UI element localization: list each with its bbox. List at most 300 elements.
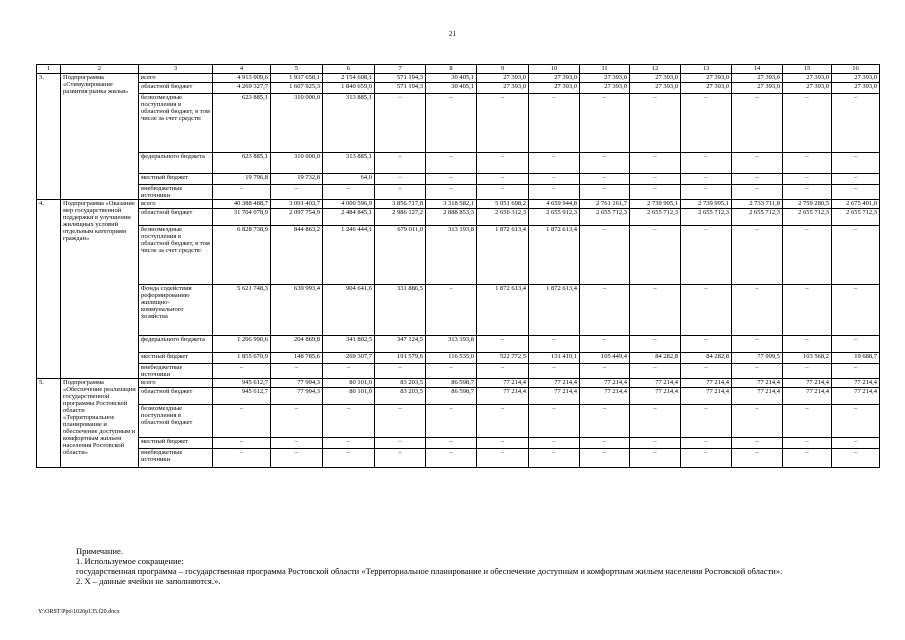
value-cell: 77 214,4 <box>732 379 783 388</box>
table-row <box>37 74 880 83</box>
header-cell: 7 <box>375 65 426 74</box>
header-cell: 15 <box>783 65 832 74</box>
value-cell: – <box>732 364 783 379</box>
value-cell: – <box>783 174 832 185</box>
value-cell: 5 621 748,3 <box>213 285 271 336</box>
value-cell: 844 863,2 <box>271 226 323 285</box>
value-cell: 2 656 312,3 <box>477 209 529 226</box>
table-row <box>37 209 880 226</box>
table-row <box>37 153 880 174</box>
value-cell: 1 872 613,4 <box>477 285 529 336</box>
value-cell: – <box>375 405 426 438</box>
value-cell: 77 994,3 <box>271 388 323 405</box>
value-cell: 1 872 613,4 <box>529 285 580 336</box>
value-cell: 269 307,7 <box>323 353 375 364</box>
header-cell: 5 <box>271 65 323 74</box>
value-cell: 84 282,8 <box>630 353 681 364</box>
value-cell: 2 733 711,8 <box>732 200 783 209</box>
value-cell: 27 393,0 <box>783 74 832 83</box>
value-cell: – <box>580 449 630 468</box>
value-cell: – <box>580 285 630 336</box>
value-cell: 623 885,1 <box>213 94 271 153</box>
value-cell: 77 214,4 <box>783 379 832 388</box>
value-cell: 2 986 127,2 <box>375 209 426 226</box>
table-row <box>37 285 880 336</box>
value-cell: 204 869,8 <box>271 336 323 353</box>
value-cell: 3 318 582,1 <box>426 200 477 209</box>
value-cell: 313 885,1 <box>323 94 375 153</box>
funding-source-label: безвозмездные поступления в областной бюджет, в том числе за счет средств: <box>139 226 213 285</box>
value-cell: – <box>426 285 477 336</box>
funding-source-label: областной бюджет <box>139 388 213 405</box>
value-cell: 103 568,2 <box>783 353 832 364</box>
value-cell: – <box>681 438 732 449</box>
value-cell: – <box>630 405 681 438</box>
value-cell: – <box>732 226 783 285</box>
value-cell: – <box>832 153 880 174</box>
value-cell: – <box>477 174 529 185</box>
value-cell: 80 101,0 <box>323 379 375 388</box>
value-cell: – <box>832 438 880 449</box>
value-cell: – <box>783 405 832 438</box>
value-cell: – <box>529 94 580 153</box>
funding-source-label: федерального бюджета <box>139 153 213 174</box>
value-cell: 2 655 712,3 <box>630 209 681 226</box>
value-cell: – <box>271 405 323 438</box>
value-cell: 77 214,4 <box>732 388 783 405</box>
value-cell: 77 214,4 <box>529 379 580 388</box>
section-number: 3. <box>37 74 61 200</box>
value-cell: 77 214,4 <box>630 379 681 388</box>
value-cell: 1 206 990,6 <box>213 336 271 353</box>
value-cell: – <box>832 449 880 468</box>
value-cell: – <box>580 364 630 379</box>
value-cell: – <box>732 336 783 353</box>
value-cell: – <box>529 185 580 200</box>
value-cell: 77 214,4 <box>832 379 880 388</box>
header-cell: 6 <box>323 65 375 74</box>
funding-source-label: внебюджетные источники <box>139 449 213 468</box>
value-cell: – <box>426 449 477 468</box>
value-cell: 2 655 712,3 <box>580 209 630 226</box>
value-cell: – <box>426 405 477 438</box>
value-cell: 310 000,0 <box>271 94 323 153</box>
header-cell: 14 <box>732 65 783 74</box>
value-cell: 27 393,0 <box>477 83 529 94</box>
value-cell: – <box>375 94 426 153</box>
value-cell: – <box>732 94 783 153</box>
value-cell: – <box>681 364 732 379</box>
value-cell: 77 214,4 <box>783 388 832 405</box>
funding-source-label: внебюджетные источники <box>139 185 213 200</box>
value-cell: – <box>580 438 630 449</box>
value-cell: – <box>375 438 426 449</box>
value-cell: – <box>375 185 426 200</box>
value-cell: 1 872 613,4 <box>477 226 529 285</box>
header-cell: 11 <box>580 65 630 74</box>
note-2: 2. Х – данные ячейки не заполняются.». <box>76 576 221 586</box>
funding-source-label: внебюджетные источники <box>139 364 213 379</box>
value-cell: – <box>630 438 681 449</box>
value-cell: – <box>580 405 630 438</box>
value-cell: 86 598,7 <box>426 388 477 405</box>
funding-source-label: областной бюджет <box>139 83 213 94</box>
header-cell: 16 <box>832 65 880 74</box>
value-cell: – <box>213 405 271 438</box>
value-cell: 19 732,8 <box>271 174 323 185</box>
table-row <box>37 364 880 379</box>
value-cell: 2 097 754,9 <box>271 209 323 226</box>
table-row <box>37 94 880 153</box>
value-cell: 131 419,1 <box>529 353 580 364</box>
value-cell: 310 000,0 <box>271 153 323 174</box>
value-cell: – <box>783 438 832 449</box>
funding-source-label: местный бюджет <box>139 353 213 364</box>
notes <box>38 546 868 586</box>
value-cell: 27 393,0 <box>580 83 630 94</box>
subprogram-name: Подпрограмма «Обеспечение реализации государственной программы Ростовской области «Территориальное планирование и обеспечение доступным и комфортным жильем населения Ростовской области» <box>61 379 139 468</box>
value-cell: – <box>580 153 630 174</box>
value-cell: 2 154 608,1 <box>323 74 375 83</box>
value-cell: 77 214,4 <box>580 379 630 388</box>
value-cell: 1 840 659,0 <box>323 83 375 94</box>
value-cell: – <box>681 449 732 468</box>
value-cell: – <box>529 405 580 438</box>
value-cell: 904 641,6 <box>323 285 375 336</box>
value-cell: – <box>323 438 375 449</box>
value-cell: – <box>529 449 580 468</box>
value-cell: 1 246 444,1 <box>323 226 375 285</box>
value-cell: 77 999,5 <box>732 353 783 364</box>
value-cell: – <box>323 364 375 379</box>
value-cell: – <box>832 185 880 200</box>
value-cell: – <box>426 174 477 185</box>
value-cell: – <box>832 174 880 185</box>
funding-source-label: всего <box>139 74 213 83</box>
value-cell: 2 761 161,7 <box>580 200 630 209</box>
value-cell: 27 393,0 <box>630 74 681 83</box>
value-cell: – <box>271 364 323 379</box>
value-cell: 347 124,5 <box>375 336 426 353</box>
value-cell: – <box>681 226 732 285</box>
value-cell: 2 675 401,0 <box>832 200 880 209</box>
table-row <box>37 405 880 438</box>
value-cell: 27 393,0 <box>832 83 880 94</box>
value-cell: 1 872 613,4 <box>529 226 580 285</box>
value-cell: 1 855 670,9 <box>213 353 271 364</box>
value-cell: – <box>832 94 880 153</box>
value-cell: – <box>477 94 529 153</box>
funding-source-label: всего <box>139 379 213 388</box>
value-cell: – <box>213 449 271 468</box>
value-cell: 2 739 995,1 <box>681 200 732 209</box>
value-cell: – <box>832 226 880 285</box>
header-cell: 10 <box>529 65 580 74</box>
value-cell: 639 993,4 <box>271 285 323 336</box>
value-cell: – <box>732 438 783 449</box>
funding-source-label: безвозмездные поступления в областной бюджет <box>139 405 213 438</box>
value-cell: – <box>783 449 832 468</box>
value-cell: 1 937 658,1 <box>271 74 323 83</box>
value-cell: – <box>630 449 681 468</box>
section-number: 5. <box>37 379 61 468</box>
value-cell: – <box>832 336 880 353</box>
value-cell: 27 393,0 <box>477 74 529 83</box>
value-cell: 27 393,0 <box>529 83 580 94</box>
value-cell: 27 393,0 <box>732 74 783 83</box>
value-cell: 64,0 <box>323 174 375 185</box>
funding-source-label: местный бюджет <box>139 174 213 185</box>
value-cell: – <box>630 226 681 285</box>
subprogram-name: Подпрограмма «Оказание мер государственной поддержки в улучшении жилищных условий отдельным категориям граждан» <box>61 200 139 379</box>
value-cell: – <box>323 405 375 438</box>
table-row <box>37 388 880 405</box>
value-cell: – <box>426 438 477 449</box>
header-cell: 12 <box>630 65 681 74</box>
value-cell: 27 393,0 <box>580 74 630 83</box>
value-cell: 83 203,5 <box>375 388 426 405</box>
value-cell: – <box>783 153 832 174</box>
value-cell: 80 101,0 <box>323 388 375 405</box>
table-row <box>37 226 880 285</box>
value-cell: 116 535,0 <box>426 353 477 364</box>
value-cell: 571 194,3 <box>375 74 426 83</box>
value-cell: – <box>477 336 529 353</box>
note-1-text: государственная программа – государственная программа Ростовской области «Территориальное планирование и обеспечение доступным и комфортным жильем населения Ростовской области». <box>76 566 783 576</box>
page-number: 21 <box>449 30 456 38</box>
value-cell: – <box>832 285 880 336</box>
value-cell: 77 214,4 <box>630 388 681 405</box>
table-row <box>37 185 880 200</box>
value-cell: 313 885,1 <box>323 153 375 174</box>
value-cell: – <box>426 364 477 379</box>
value-cell: – <box>426 94 477 153</box>
funding-source-label: безвозмездные поступления в областной бюджет, в том числе за счет средств: <box>139 94 213 153</box>
value-cell: 571 194,3 <box>375 83 426 94</box>
value-cell: – <box>323 185 375 200</box>
subprogram-name: Подпрограмма «Стимулирование развития рынка жилья» <box>61 74 139 200</box>
table-row <box>37 336 880 353</box>
value-cell: 27 393,0 <box>832 74 880 83</box>
value-cell: – <box>732 449 783 468</box>
value-cell: 3 856 717,8 <box>375 200 426 209</box>
value-cell: 331 886,5 <box>375 285 426 336</box>
file-path: Y:\ORST\Ppo\1026p135.f20.docx <box>38 609 120 615</box>
value-cell: 313 193,8 <box>426 336 477 353</box>
header-cell: 8 <box>426 65 477 74</box>
value-cell: 77 214,4 <box>681 388 732 405</box>
value-cell: – <box>580 226 630 285</box>
table-row <box>37 379 880 388</box>
value-cell: – <box>732 174 783 185</box>
value-cell: – <box>271 449 323 468</box>
value-cell: – <box>213 438 271 449</box>
value-cell: 77 214,4 <box>477 388 529 405</box>
value-cell: – <box>580 94 630 153</box>
value-cell: 77 214,4 <box>832 388 880 405</box>
value-cell: 86 598,7 <box>426 379 477 388</box>
value-cell: – <box>580 185 630 200</box>
value-cell: – <box>426 153 477 174</box>
value-cell: – <box>630 364 681 379</box>
value-cell: 40 388 488,7 <box>213 200 271 209</box>
value-cell: – <box>681 285 732 336</box>
value-cell: 2 655 912,3 <box>529 209 580 226</box>
value-cell: 2 655 712,3 <box>783 209 832 226</box>
value-cell: – <box>213 364 271 379</box>
value-cell: – <box>477 153 529 174</box>
value-cell: 77 214,4 <box>580 388 630 405</box>
value-cell: 4 000 596,9 <box>323 200 375 209</box>
table-row <box>37 174 880 185</box>
value-cell: – <box>681 185 732 200</box>
value-cell: – <box>832 364 880 379</box>
value-cell: – <box>529 174 580 185</box>
funding-source-label: местный бюджет <box>139 438 213 449</box>
value-cell: – <box>630 336 681 353</box>
value-cell: 522 772,5 <box>477 353 529 364</box>
funding-source-label: федерального бюджета <box>139 336 213 353</box>
value-cell: 2 655 712,3 <box>832 209 880 226</box>
value-cell: 4 269 327,7 <box>213 83 271 94</box>
value-cell: 77 214,4 <box>529 388 580 405</box>
value-cell: 27 393,0 <box>681 74 732 83</box>
value-cell: – <box>271 438 323 449</box>
header-cell: 2 <box>61 65 139 74</box>
value-cell: – <box>630 94 681 153</box>
value-cell: 2 739 995,1 <box>630 200 681 209</box>
value-cell: 341 802,5 <box>323 336 375 353</box>
value-cell: – <box>783 185 832 200</box>
value-cell: 313 193,8 <box>426 226 477 285</box>
value-cell: 2 759 280,5 <box>783 200 832 209</box>
value-cell: 83 203,5 <box>375 379 426 388</box>
header-cell: 3 <box>139 65 213 74</box>
value-cell: – <box>630 174 681 185</box>
value-cell: – <box>323 449 375 468</box>
table-row <box>37 449 880 468</box>
value-cell: – <box>681 174 732 185</box>
value-cell: 19 688,7 <box>832 353 880 364</box>
table-row <box>37 353 880 364</box>
value-cell: – <box>732 285 783 336</box>
value-cell: – <box>375 153 426 174</box>
value-cell: – <box>213 185 271 200</box>
value-cell: 4 659 944,8 <box>529 200 580 209</box>
notes-title: Примечание. <box>76 546 123 556</box>
table-row <box>37 200 880 209</box>
value-cell: – <box>630 153 681 174</box>
value-cell: 77 214,4 <box>681 379 732 388</box>
value-cell: 77 994,3 <box>271 379 323 388</box>
value-cell: – <box>477 438 529 449</box>
value-cell: – <box>681 336 732 353</box>
value-cell: 31 704 078,9 <box>213 209 271 226</box>
value-cell: 27 393,0 <box>732 83 783 94</box>
value-cell: – <box>832 405 880 438</box>
value-cell: 27 393,0 <box>529 74 580 83</box>
value-cell: 623 885,1 <box>213 153 271 174</box>
value-cell: – <box>783 226 832 285</box>
header-cell: 13 <box>681 65 732 74</box>
header-cell: 4 <box>213 65 271 74</box>
value-cell: – <box>732 185 783 200</box>
header-cell: 1 <box>37 65 61 74</box>
value-cell: – <box>732 405 783 438</box>
value-cell: 3 091 403,7 <box>271 200 323 209</box>
value-cell: 2 655 712,3 <box>681 209 732 226</box>
value-cell: – <box>681 405 732 438</box>
value-cell: – <box>375 449 426 468</box>
value-cell: 27 393,0 <box>630 83 681 94</box>
value-cell: 2 888 853,3 <box>426 209 477 226</box>
header-row <box>37 65 880 74</box>
value-cell: – <box>783 94 832 153</box>
value-cell: 30 405,1 <box>426 74 477 83</box>
value-cell: 6 828 738,9 <box>213 226 271 285</box>
header-cell: 9 <box>477 65 529 74</box>
value-cell: 27 393,0 <box>783 83 832 94</box>
value-cell: – <box>375 364 426 379</box>
value-cell: 77 214,4 <box>477 379 529 388</box>
value-cell: 945 612,7 <box>213 379 271 388</box>
value-cell: 679 011,0 <box>375 226 426 285</box>
value-cell: – <box>375 174 426 185</box>
value-cell: – <box>529 438 580 449</box>
value-cell: 191 579,6 <box>375 353 426 364</box>
value-cell: – <box>783 285 832 336</box>
budget-table <box>36 64 880 468</box>
value-cell: 84 282,8 <box>681 353 732 364</box>
value-cell: – <box>529 364 580 379</box>
value-cell: – <box>681 94 732 153</box>
section-number: 4. <box>37 200 61 379</box>
value-cell: – <box>477 405 529 438</box>
value-cell: 2 484 845,1 <box>323 209 375 226</box>
value-cell: 19 796,8 <box>213 174 271 185</box>
value-cell: 1 607 925,3 <box>271 83 323 94</box>
value-cell: – <box>630 285 681 336</box>
value-cell: 27 393,0 <box>681 83 732 94</box>
value-cell: – <box>783 364 832 379</box>
value-cell: – <box>271 185 323 200</box>
value-cell: – <box>580 336 630 353</box>
value-cell: – <box>477 185 529 200</box>
funding-source-label: областной бюджет <box>139 209 213 226</box>
value-cell: – <box>426 185 477 200</box>
value-cell: – <box>630 185 681 200</box>
value-cell: 945 612,7 <box>213 388 271 405</box>
value-cell: – <box>477 364 529 379</box>
value-cell: 2 655 712,3 <box>732 209 783 226</box>
value-cell: – <box>732 153 783 174</box>
value-cell: – <box>477 449 529 468</box>
funding-source-label: всего <box>139 200 213 209</box>
value-cell: – <box>783 336 832 353</box>
value-cell: – <box>529 153 580 174</box>
value-cell: 148 785,6 <box>271 353 323 364</box>
value-cell: – <box>580 174 630 185</box>
value-cell: 5 051 698,2 <box>477 200 529 209</box>
table-row <box>37 83 880 94</box>
table-row <box>37 438 880 449</box>
value-cell: 4 913 009,6 <box>213 74 271 83</box>
value-cell: 105 449,4 <box>580 353 630 364</box>
value-cell: – <box>681 153 732 174</box>
funding-source-label: Фонда содействия реформированию жилищно-коммунального хозяйства <box>139 285 213 336</box>
note-1: 1. Используемое сокращение: <box>76 556 184 566</box>
value-cell: 30 405,1 <box>426 83 477 94</box>
